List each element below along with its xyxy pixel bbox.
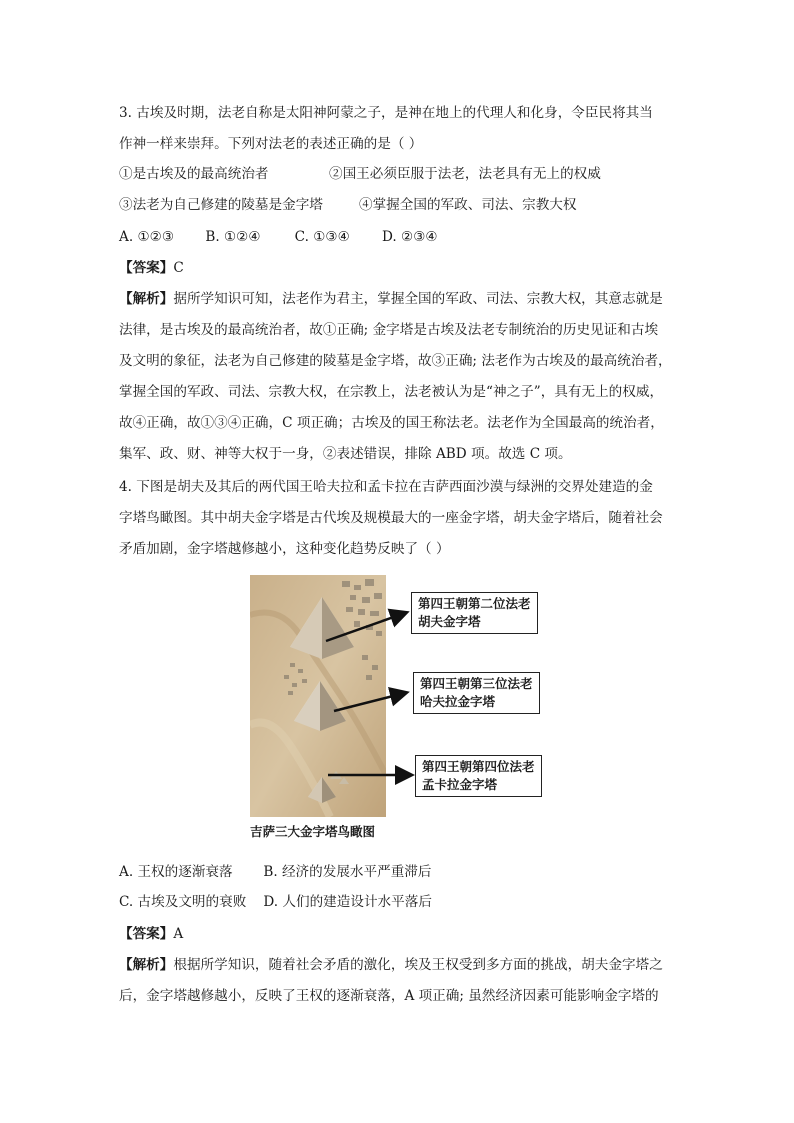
q4-stem-line-1: 4. 下图是胡夫及其后的两代国王哈夫拉和孟卡拉在吉萨西面沙漠与绿洲的交界处建造的金 [119, 479, 653, 495]
q4-analysis-line-1: 【解析】根据所学知识，随着社会矛盾的激化，埃及王权受到多方面的挑战，胡夫金字塔之 [119, 957, 663, 973]
q4-answer [119, 924, 183, 944]
q3-analysis-line-3: 及文明的象征，法老为自己修建的陵墓是金字塔，故③正确; 法老作为古埃及的最高统治者， [119, 353, 672, 369]
arrow-khufu [326, 613, 405, 641]
q3-analysis-label: 【解析】 [119, 291, 174, 307]
q4-stem [119, 472, 679, 565]
q3-option-c: C. ①③④ [294, 229, 350, 245]
q3-analysis-line-4: 掌握全国的军政、司法、宗教大权，在宗教上，法老被认为是“神之子”，具有无上的权威， [119, 384, 664, 400]
q4-answer-label: 【答案】 [119, 926, 174, 942]
arrow-khafre [334, 693, 405, 711]
q4-options-row-2 [119, 892, 432, 912]
q3-statement-4: ④掌握全国的军政、司法、宗教大权 [359, 197, 577, 213]
q4-analysis-line-2: 后，金字塔越修越小，反映了王权的逐渐衰落，A 项正确; 虽然经济因素可能影响金字塔的 [119, 988, 659, 1004]
q3-answer-value: C [173, 260, 184, 276]
q3-option-d: D. ②③④ [381, 229, 438, 245]
callout-khafre: 第四王朝第三位法老 哈夫拉金字塔 [413, 672, 540, 714]
q3-options [119, 227, 438, 247]
q3-stem [119, 98, 679, 160]
q3-statement-2: ②国王必须臣服于法老，法老具有无上的权威 [329, 166, 601, 182]
q3-analysis-line-5: 故④正确，故①③④正确，C 项正确；古埃及的国王称法老。法老作为全国最高的统治者， [119, 415, 664, 431]
callout-khufu: 第四王朝第二位法老 胡夫金字塔 [411, 592, 538, 634]
q4-option-b: B. 经济的发展水平严重滞后 [263, 864, 432, 880]
q4-analysis [119, 950, 679, 1012]
q4-option-d: D. 人们的建造设计水平落后 [263, 894, 432, 910]
callout-menkaure: 第四王朝第四位法老 孟卡拉金字塔 [415, 755, 542, 797]
q3-statement-1: ①是古埃及的最高统治者 [119, 166, 269, 182]
q4-options-row-1 [119, 862, 432, 882]
q4-option-a: A. 王权的逐渐衰落 [119, 864, 233, 880]
q3-analysis [119, 284, 679, 470]
q3-stem-line-2: 作神一样来崇拜。下列对法老的表述正确的是（ ） [119, 136, 423, 152]
figure-caption: 吉萨三大金字塔鸟瞰图 [250, 824, 376, 839]
q3-analysis-line-2: 法律，是古埃及的最高统治者，故①正确; 金字塔是古埃及法老专制统治的历史见证和古埃 [119, 322, 659, 338]
q3-option-b: B. ①②④ [205, 229, 261, 245]
q3-stem-line-1: 3. 古埃及时期，法老自称是太阳神阿蒙之子，是神在地上的代理人和化身，令臣民将其当 [119, 105, 653, 121]
q4-answer-value: A [173, 926, 184, 942]
q3-option-a: A. ①②③ [119, 229, 175, 245]
q4-stem-line-2: 字塔鸟瞰图。其中胡夫金字塔是古代埃及规模最大的一座金字塔，胡夫金字塔后，随着社会 [119, 510, 663, 526]
q3-statements-row-1 [119, 164, 601, 184]
q4-option-c: C. 古埃及文明的衰败 [119, 894, 247, 910]
q3-answer-label: 【答案】 [119, 260, 174, 276]
q3-analysis-line-6: 集军、政、财、神等大权于一身，②表述错误，排除 ABD 项。故选 C 项。 [119, 446, 572, 462]
q3-statements-row-2 [119, 195, 577, 215]
q4-stem-line-3: 矛盾加剧，金字塔越修越小，这种变化趋势反映了（ ） [119, 541, 450, 557]
q3-answer [119, 258, 184, 278]
pyramid-figure [250, 575, 550, 845]
q3-statement-3: ③法老为自己修建的陵墓是金字塔 [119, 197, 323, 213]
q3-analysis-line-1: 【解析】据所学知识可知，法老作为君主，掌握全国的军政、司法、宗教大权，其意志就是 [119, 291, 663, 307]
q4-analysis-label: 【解析】 [119, 957, 174, 973]
